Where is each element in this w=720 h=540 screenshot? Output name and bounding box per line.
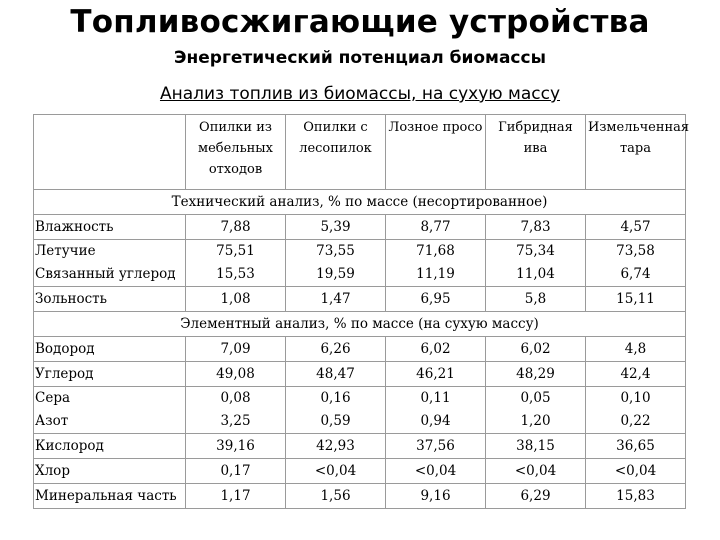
table-cell: 19,59 [316, 266, 355, 282]
slide-subtitle: Энергетический потенциал биомассы [174, 48, 546, 68]
table-cell: 5,39 [286, 215, 386, 240]
table-caption [0, 84, 720, 104]
table-cell: 73,58 [616, 243, 655, 259]
table-cell: 0,08 [220, 390, 251, 406]
table-cell: 1,56 [286, 484, 386, 509]
biomass-analysis-table [33, 114, 690, 509]
section-heading-row [34, 312, 686, 337]
table-cell: 36,65 [586, 434, 686, 459]
table-cell-pair [386, 240, 486, 287]
table-header-row [34, 115, 686, 190]
table-cell: 15,11 [586, 287, 686, 312]
row-label: Кислород [34, 434, 186, 459]
row-label: Летучие [35, 243, 96, 259]
table-cell-pair [586, 387, 686, 434]
table-row [34, 459, 686, 484]
table-cell: 73,55 [316, 243, 355, 259]
column-header: Опилки из мебельных отходов [186, 115, 286, 190]
column-header: Измельченная тара [586, 115, 686, 190]
section-heading: Технический анализ, % по массе (несортированное) [34, 190, 686, 215]
table-cell: 5,8 [486, 287, 586, 312]
table-row [34, 434, 686, 459]
table-cell: 0,16 [320, 390, 351, 406]
section-heading-row [34, 190, 686, 215]
table-cell: 6,95 [386, 287, 486, 312]
header-corner-cell [34, 115, 186, 190]
table-cell: 6,74 [620, 266, 651, 282]
table-cell: 0,22 [620, 413, 651, 429]
table-row [34, 362, 686, 387]
table-cell: 7,83 [486, 215, 586, 240]
table-cell: 42,93 [286, 434, 386, 459]
table-cell: 48,29 [486, 362, 586, 387]
table-cell: <0,04 [486, 459, 586, 484]
table-cell: 3,25 [220, 413, 251, 429]
table-cell: 46,21 [386, 362, 486, 387]
table-cell: 0,11 [420, 390, 451, 406]
table-cell: 0,10 [620, 390, 651, 406]
table-row [34, 337, 686, 362]
table-row-pair [34, 387, 686, 434]
table-cell: 6,02 [486, 337, 586, 362]
table-cell-pair [386, 387, 486, 434]
table-cell: 15,53 [216, 266, 255, 282]
section-heading: Элементный анализ, % по массе (на сухую массу) [34, 312, 686, 337]
row-label: Сера [35, 390, 71, 406]
table-cell: 6,26 [286, 337, 386, 362]
table-cell-pair [186, 387, 286, 434]
table-cell: 8,77 [386, 215, 486, 240]
table-cell: 71,68 [416, 243, 455, 259]
table-cell: 75,34 [516, 243, 555, 259]
table-cell: 75,51 [216, 243, 255, 259]
table-cell: 37,56 [386, 434, 486, 459]
table-row [34, 484, 686, 509]
table-cell: 7,09 [186, 337, 286, 362]
table-cell: 4,8 [586, 337, 686, 362]
table-cell: 11,04 [516, 266, 555, 282]
table-cell: 38,15 [486, 434, 586, 459]
table-cell-pair [586, 240, 686, 287]
column-header: Гибридная ива [486, 115, 586, 190]
row-label-pair [34, 240, 186, 287]
table-cell: 6,02 [386, 337, 486, 362]
table-cell: 7,88 [186, 215, 286, 240]
table-cell: 42,4 [586, 362, 686, 387]
row-label-pair [34, 387, 186, 434]
row-label: Водород [34, 337, 186, 362]
table-cell: 1,47 [286, 287, 386, 312]
table-cell-pair [286, 387, 386, 434]
table-cell: 9,16 [386, 484, 486, 509]
row-label: Влажность [34, 215, 186, 240]
table-cell: 0,94 [420, 413, 451, 429]
row-label: Азот [35, 413, 69, 429]
table-cell: 15,83 [586, 484, 686, 509]
table-cell-pair [486, 387, 586, 434]
table-cell: 6,29 [486, 484, 586, 509]
table-caption-text: Анализ топлив из биомассы, на сухую массу [159, 84, 561, 104]
row-label: Минеральная часть [34, 484, 186, 509]
table-cell: <0,04 [386, 459, 486, 484]
table-cell-pair [186, 240, 286, 287]
table-cell: 39,16 [186, 434, 286, 459]
column-header: Лозное просо [386, 115, 486, 190]
row-label: Зольность [34, 287, 186, 312]
row-label: Связанный углерод [35, 266, 176, 282]
table-cell: 48,47 [286, 362, 386, 387]
table-row-pair [34, 240, 686, 287]
column-header: Опилки с лесопилок [286, 115, 386, 190]
table-cell: 4,57 [586, 215, 686, 240]
slide-title: Топливосжигающие устройства [70, 4, 650, 40]
table-cell: 0,17 [186, 459, 286, 484]
table-cell: 1,08 [186, 287, 286, 312]
table-cell: 0,05 [520, 390, 551, 406]
table-cell-pair [286, 240, 386, 287]
table-cell: <0,04 [586, 459, 686, 484]
row-label: Хлор [34, 459, 186, 484]
table-cell: 11,19 [416, 266, 455, 282]
table-row [34, 287, 686, 312]
row-label: Углерод [34, 362, 186, 387]
table-cell: 0,59 [320, 413, 351, 429]
table-cell: 1,17 [186, 484, 286, 509]
table-row [34, 215, 686, 240]
table-cell-pair [486, 240, 586, 287]
table-cell: 1,20 [520, 413, 551, 429]
table-cell: <0,04 [286, 459, 386, 484]
table-cell: 49,08 [186, 362, 286, 387]
